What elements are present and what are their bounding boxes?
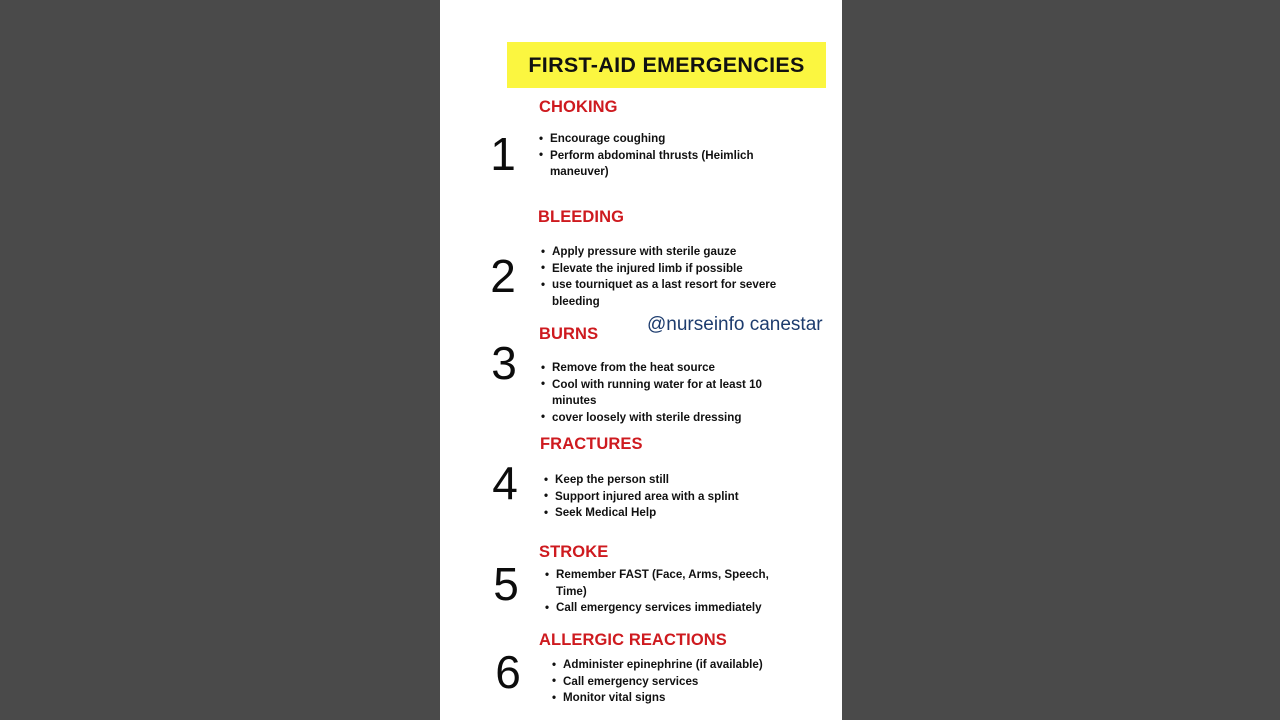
section-bullet-list bbox=[552, 657, 804, 707]
list-item: • use tourniquet as a last resort for severe bleeding bbox=[541, 277, 806, 310]
section-heading: FRACTURES bbox=[540, 435, 643, 453]
list-item: • Seek Medical Help bbox=[544, 505, 799, 522]
list-item: • Encourage coughing bbox=[539, 131, 784, 148]
list-item: • Remove from the heat source bbox=[541, 360, 799, 377]
list-item: • Keep the person still bbox=[544, 472, 799, 489]
list-item: • Cool with running water for at least 10 minutes bbox=[541, 377, 799, 410]
section-heading: STROKE bbox=[539, 543, 609, 561]
section-bullet-list bbox=[545, 567, 785, 617]
section-bullet-list bbox=[544, 472, 799, 522]
title-banner bbox=[507, 42, 826, 88]
watermark-handle: @nurseinfo canestar bbox=[647, 314, 823, 335]
section-heading: BURNS bbox=[539, 325, 599, 343]
section-number: 6 bbox=[495, 646, 521, 698]
page-title: FIRST-AID EMERGENCIES bbox=[528, 52, 805, 77]
list-item: • Call emergency services immediately bbox=[545, 600, 785, 617]
list-item: • cover loosely with sterile dressing bbox=[541, 410, 799, 427]
section-heading: CHOKING bbox=[539, 98, 618, 116]
section-bullet-list bbox=[541, 360, 799, 426]
section-bullet-list bbox=[539, 131, 784, 181]
section-number: 1 bbox=[490, 128, 516, 180]
section-bullet-list bbox=[541, 244, 806, 310]
list-item: • Monitor vital signs bbox=[552, 690, 804, 707]
list-item: • Call emergency services bbox=[552, 674, 804, 691]
list-item: • Remember FAST (Face, Arms, Speech, Time) bbox=[545, 567, 785, 600]
list-item: • Perform abdominal thrusts (Heimlich maneuver) bbox=[539, 148, 784, 181]
section-number: 4 bbox=[492, 457, 518, 509]
poster-panel bbox=[440, 0, 842, 720]
list-item: • Apply pressure with sterile gauze bbox=[541, 244, 806, 261]
section-number: 2 bbox=[490, 250, 516, 302]
list-item: • Support injured area with a splint bbox=[544, 489, 799, 506]
section-number: 5 bbox=[493, 558, 519, 610]
list-item: • Administer epinephrine (if available) bbox=[552, 657, 804, 674]
section-heading: ALLERGIC REACTIONS bbox=[539, 631, 727, 649]
list-item: • Elevate the injured limb if possible bbox=[541, 261, 806, 278]
section-heading: BLEEDING bbox=[538, 208, 625, 226]
section-number: 3 bbox=[491, 337, 517, 389]
